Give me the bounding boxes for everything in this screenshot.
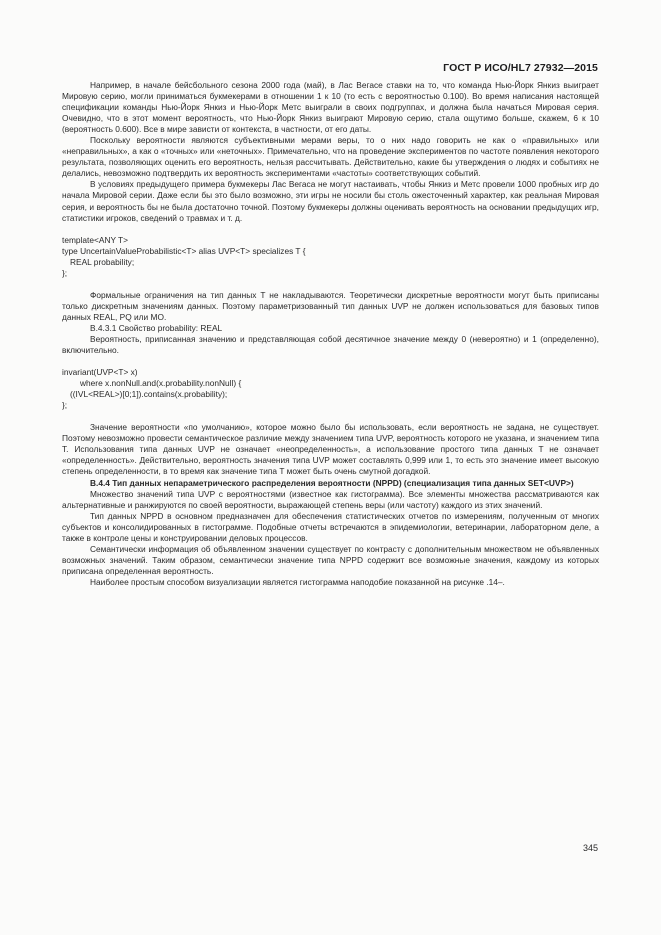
section-heading-nppd: B.4.4 Тип данных непараметрического распределения вероятности (NPPD) (специализация типа данных SET<UVP>) <box>90 477 574 488</box>
standard-header: ГОСТ Р ИСО/HL7 27932—2015 <box>443 62 598 74</box>
document-body <box>62 80 599 588</box>
paragraph-uvp-set: Множество значений типа UVP с вероятностями (известное как гистограмма). Все элементы множества рассматриваются как альтернативные и ранжируются по своей вероятности, выражающей степень веры (или частоту) каждого из этих значений. <box>62 488 599 510</box>
code-line: REAL probability; <box>70 256 135 267</box>
section-heading-probability-property: B.4.3.1 Свойство probability: REAL <box>90 322 223 333</box>
code-line: invariant(UVP<T> x) <box>62 367 138 378</box>
paragraph-example-yankees: Например, в начале бейсбольного сезона 2000 года (май), в Лас Вегасе ставки на то, что команда Нью-Йорк Янкиз выиграет Мировую серию, могли приниматься букмекерами в отношении 1 к 10 (то есть с вероятностью 0.100). Во время написания настоящей спецификации команды Нью-Йорк Янкиз и Нью-Йорк Метс выиграли в своих подгруппах, и должна была начаться Мировая серия. Очевидно, что в этот момент вероятность, что Нью-Йорк Янкиз выиграют Мировую серию, стала ощутимо больше, скажем, 6 к 10 (вероятность 0.600). Все в мире зависти от контекста, в частности, от его даты. <box>62 80 599 135</box>
paragraph-histogram: Наиболее простым способом визуализации является гистограмма наподобие показанной на рисунке .14–. <box>90 576 505 587</box>
paragraph-subjective-probability: Поскольку вероятности являются субъективными мерами веры, то о них надо говорить не как о «правильных» или «неправильных», а как о «точных» или «неточных». Примечательно, что на проведение экспериментов по частоте появления некоторого результата, позволяющих оценить его вероятность, нельзя рассчитывать. Действительно, какие бы утверждения о людях и событиях не делались, невозможно подтвердить их вероятность экспериментами «частоты» соответствующих событий. <box>62 135 599 179</box>
paragraph-probability-definition: Вероятность, приписанная значению и представляющая собой десятичное значение между 0 (невероятно) и 1 (определенно), включительно. <box>62 333 599 356</box>
paragraph-nppd-purpose: Тип данных NPPD в основном предназначен для обеспечения статистических отчетов по измерениям, полученным от многих субъектов и консолидированных в гистограмме. Подобные отчеты встречаются в эпидемиологии, ветеринарии, лабораторном деле, а также в контроле цены и конструировании деловых процессов. <box>62 510 599 543</box>
code-line: type UncertainValueProbabilistic<T> alias UVP<T> specializes T { <box>62 245 306 256</box>
paragraph-bookmakers: В условиях предыдущего примера букмекеры Лас Вегаса не могут настаивать, чтобы Янкиз и Метс провели 1000 пробных игр до начала Мировой серии. Даже если бы это было возможно, эти игры не носили бы столь ожесточенный характер, как реальная Мировая серия, и вероятность бы не была достаточно точной. Поэтому букмекеры должны оценивать вероятность на основании предыдущих игр, статистики игроков, сведений о травмах и т. д. <box>62 179 599 223</box>
code-line: ((IVL<REAL>)[0;1]).contains(x.probability); <box>70 389 228 400</box>
code-line: }; <box>62 267 68 278</box>
page-number: 345 <box>582 843 598 853</box>
code-line: where x.nonNull.and(x.probability.nonNull) { <box>80 378 242 389</box>
code-line: template<ANY T> <box>62 234 129 245</box>
paragraph-semantics: Семантически информация об объявленном значении существует по контрасту с дополнительным множеством не объявленных возможных значений. Таким образом, семантически значение типа NPPD содержит все возможные значения, каждому из которых приписана определенная вероятность. <box>62 543 599 576</box>
code-line: }; <box>62 400 68 411</box>
paragraph-formal-constraints: Формальные ограничения на тип данных T не накладываются. Теоретически дискретные вероятности могут быть приписаны только дискретным значениям данных. Поэтому параметризованный тип данных UVP не должен использоваться для базовых типов данных REAL, PQ или MO. <box>62 289 599 322</box>
paragraph-default-probability: Значение вероятности «по умолчанию», которое можно было бы использовать, если вероятность не задана, не существует. Поэтому невозможно провести семантическое различие между значением типа UVP, вероятность которого не указана, и значением типа T. Использования типа данных UVP не означает «неопределенность», а использование простого типа данных T не означает «определенность». Действительно, вероятность значения типа UVP может составлять 0,999 или 1, то есть это значение имеет высокую степень определенности, в то время как значение типа T может быть очень смутной догадкой. <box>62 422 599 477</box>
